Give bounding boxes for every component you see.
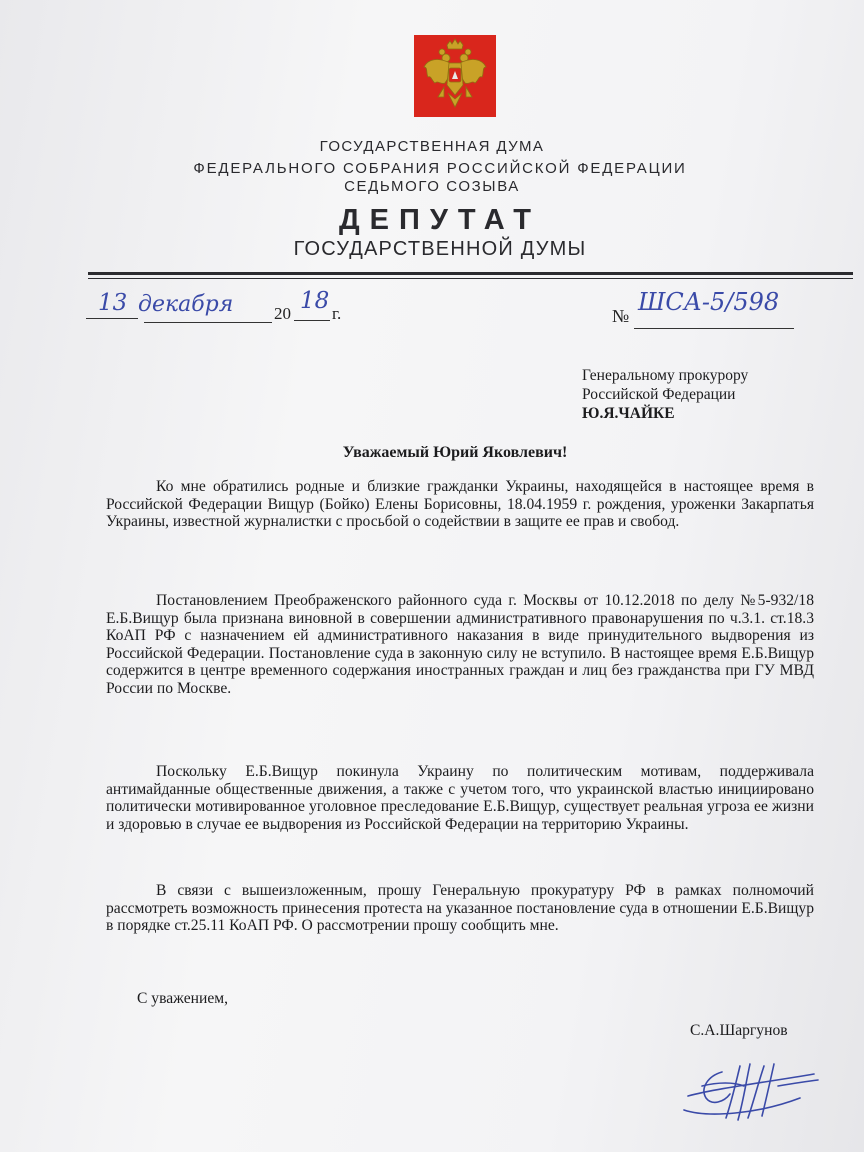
body-paragraph-1: Ко мне обратились родные и близкие гражданки Украины, находящейся в настоящее время в Российской Федерации Вищур (Бойко) Елены Борисовны, 18.04.1959 г. рождения, уроженки Закарпатья Украины, известной журналистки с просьбой о содействии в защите ее прав и свобод. (106, 478, 814, 531)
addressee-line-position: Генеральному прокурору (582, 367, 749, 384)
date-month: декабря (138, 292, 234, 317)
addressee-block (582, 366, 748, 423)
body-paragraph-2: Постановлением Преображенского районного суда г. Москвы от 10.12.2018 по делу №5-932/18 Е.Б.Вищур была признана виновной в совершении административного правонарушения по ч.3.1. ст.18.3 КоАП РФ с назначением ей административного наказания в виде принудительного выдворения из Российской Федерации. Постановление суда в законную силу не вступило. В настоящее время Е.Б.Вищур содержится в центре временного содержания иностранных граждан и лиц без гражданства при ГУ МВД России по Москве. (106, 592, 814, 697)
addressee-line-name: Ю.Я.ЧАЙКЕ (582, 405, 675, 422)
header-line-duma: ГОСУДАРСТВЕННАЯ ДУМА (319, 138, 545, 155)
doc-number-label: № (612, 306, 630, 326)
body-paragraph-3: Поскольку Е.Б.Вищур покинула Украину по политическим мотивам, поддерживала антимайданные общественные движения, а также с учетом того, что украинской властью инициировано политически мотивированное уголовное преследование Е.Б.Вищур, существует реальная угроза ее жизни и здоровью в случае ее выдворения из Российской Федерации на территорию Украины. (106, 763, 814, 833)
signer-name: С.А.Шаргунов (690, 1022, 788, 1039)
closing-phrase: С уважением, (137, 990, 229, 1007)
doc-number-underline (634, 328, 794, 329)
date-year-prefix: 20 (274, 304, 291, 323)
body-paragraph-4: В связи с вышеизложенным, прошу Генеральную прокуратуру РФ в рамках полномочий рассмотреть возможность принесения протеста на указанное постановление суда в отношении Е.Б.Вищур в порядке ст.25.11 КоАП РФ. О рассмотрении прошу сообщить мне. (106, 882, 814, 935)
salutation: Уважаемый Юрий Яковлевич! (342, 444, 568, 461)
date-day-underline (86, 318, 138, 319)
header-line-convocation: СЕДЬМОГО СОЗЫВА (344, 178, 520, 195)
header-line-assembly: ФЕДЕРАЛЬНОГО СОБРАНИЯ РОССИЙСКОЙ ФЕДЕРАЦИИ (193, 160, 687, 177)
addressee-line-country: Российской Федерации (582, 386, 736, 403)
date-month-underline (144, 322, 272, 323)
header-title: ДЕПУТАТ (339, 204, 541, 236)
doc-number-value: ШСА-5/598 (638, 288, 780, 316)
date-year-underline (294, 320, 330, 321)
coat-of-arms-icon (414, 35, 496, 117)
handwritten-signature-icon (678, 1052, 828, 1137)
header-subtitle: ГОСУДАРСТВЕННОЙ ДУМЫ (293, 238, 587, 260)
date-number-row (86, 288, 856, 342)
date-day: 13 (98, 290, 128, 316)
header-divider-thin (88, 278, 853, 279)
date-year-unit: г. (332, 304, 342, 323)
header-divider-thick (88, 272, 853, 275)
date-year-suffix: 18 (300, 288, 330, 314)
